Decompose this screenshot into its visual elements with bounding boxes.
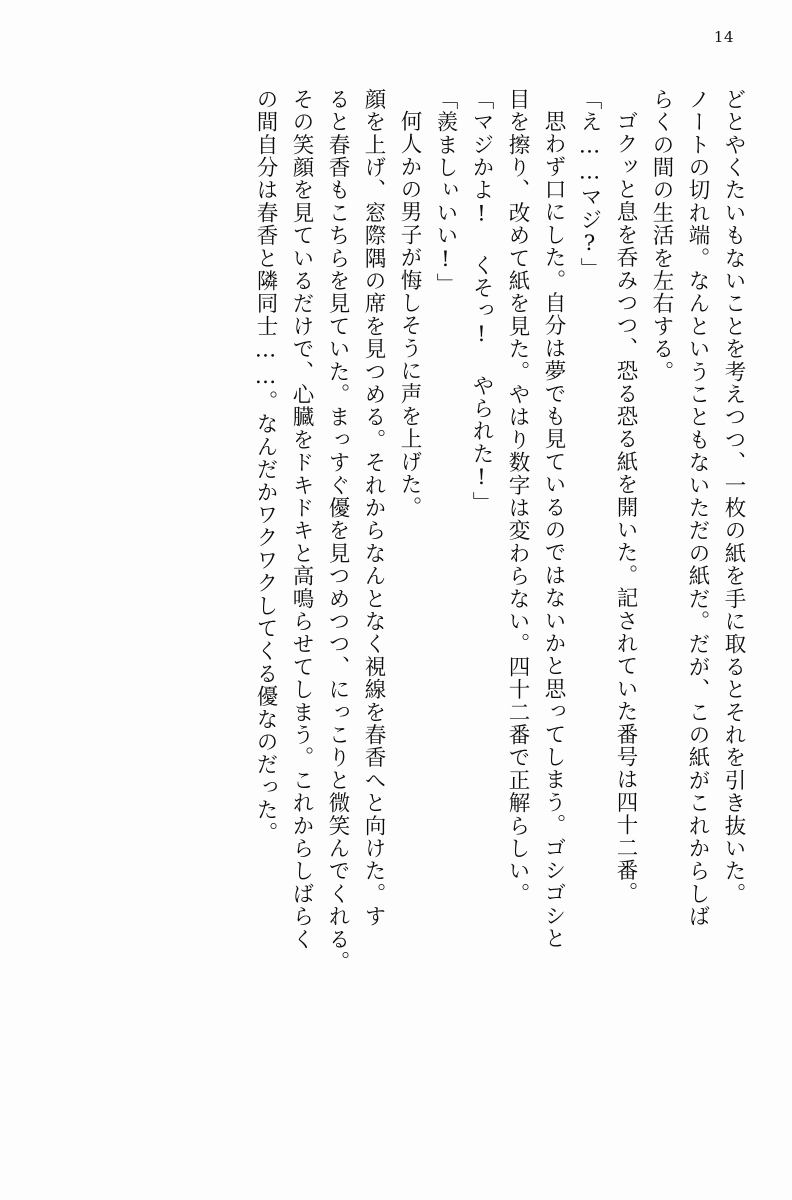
text-column: 「マジかよ! くそっ! やられた!」 (469, 88, 494, 515)
text-column: ノートの切れ端。なんということもないただの紙だ。だが、この紙がこれからしば (685, 88, 710, 928)
text-column: ると春香もこちらを見ていた。まっすぐ優を見つめつつ、にっこりと微笑んでくれる。 (325, 88, 350, 974)
text-column: 何人かの男子が悔しそうに声を上げた。 (397, 110, 422, 519)
text-column: ゴクッと息を呑みつつ、恐る恐る紙を開いた。記されていた番号は四十二番。 (613, 110, 638, 905)
text-column: らくの間の生活を左右する。 (649, 88, 674, 384)
text-column: 顔を上げ、窓際隅の席を見つめる。それからなんとなく視線を春香へと向けた。す (361, 88, 386, 928)
text-column: その笑顔を見ているだけで、心臓をドキドキと高鳴らせてしまう。これからしばらく (289, 88, 314, 951)
page-number: 14 (713, 28, 734, 46)
text-column: どとやくたいもないことを考えつつ、一枚の紙を手に取るとそれを引き抜いた。 (721, 88, 746, 906)
vertical-text-block (48, 88, 744, 1140)
text-column: 「え……マジ?」 (577, 88, 602, 281)
text-column: 目を擦り、改めて紙を見た。やはり数字は変わらない。四十二番で正解らしい。 (505, 88, 530, 906)
text-column: の間自分は春香と隣同士……。なんだかワクワクしてくる優なのだった。 (253, 88, 278, 845)
text-column: 「羨ましぃいい!」 (433, 88, 458, 296)
text-column: 思わず口にした。自分は夢でも見ているのではないかと思ってしまう。ゴシゴシと (541, 110, 566, 950)
